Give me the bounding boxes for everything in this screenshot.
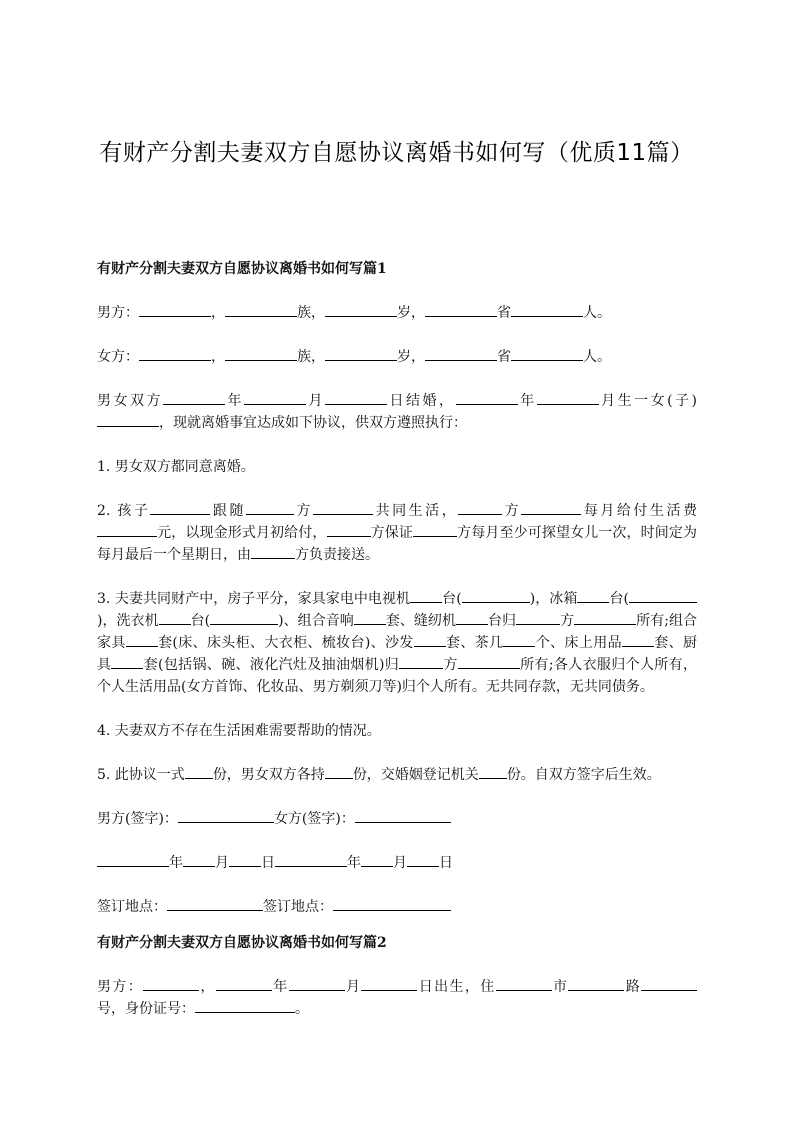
blank [577,588,609,603]
blank [458,500,502,515]
blank [414,632,446,647]
blank [216,976,272,991]
blank [183,852,215,867]
blank [641,976,697,991]
text-fragment: 签订地点： [97,899,167,915]
blank [210,610,278,625]
text-fragment: )、组合音响 [278,613,354,629]
text-fragment: )，冰箱 [529,591,578,607]
blank [479,764,507,779]
text-fragment: 男女双方 [97,393,164,409]
text-fragment: ， [211,305,225,321]
blank [327,522,371,537]
blank [289,976,345,991]
text-fragment: 方 [443,657,458,673]
text-fragment: 所有;组合家具 [97,613,698,651]
text-fragment: ， [211,349,225,365]
text-fragment: 套、茶几 [445,635,504,651]
blank [325,390,387,405]
blank [97,852,169,867]
blank [143,976,199,991]
blank [139,346,211,361]
text-fragment: 方负责接送。 [295,547,379,563]
blank [275,852,347,867]
text-fragment: 份，交婚姻登记机关 [352,767,479,783]
text-fragment: 月 [393,855,407,871]
blank [425,346,497,361]
text-fragment: 月生一女(子) [598,393,698,409]
blank [496,976,552,991]
blank [126,632,158,647]
blank [354,610,386,625]
blank [622,632,654,647]
blank [574,610,636,625]
blank [511,346,583,361]
blank [511,302,583,317]
section-heading: 有财产分割夫妻双方自愿协议离婚书如何写篇2 [97,935,387,951]
blank [458,654,520,669]
blank [399,654,443,669]
item-1: 1. 男女双方都同意离婚。 [97,459,255,475]
blank [185,764,213,779]
text-fragment: 年 [271,979,289,995]
text-fragment: 台( [442,591,462,607]
marriage-paragraph [97,390,697,434]
blank [361,976,417,991]
text-fragment: 每月给付生活费 [581,503,698,519]
blank [97,412,159,427]
text-fragment: 岁， [397,305,425,321]
text-fragment: 套(床、床头柜、大衣柜、梳妆台)、沙发 [157,635,414,651]
text-fragment: 份，男女双方各持 [212,767,325,783]
text-fragment: 共同生活， [373,503,459,519]
text-fragment: 方每月至少可探望女儿一次，时间定为每月最后一个星期日，由 [97,525,698,563]
text-fragment: )，洗衣机 [97,613,159,629]
male-info-line [97,302,697,324]
blank [361,852,393,867]
text-fragment: 所有;各人衣服归个人所有，个人生活用品(女方首饰、化妆品、男方剃须刀等)归个人所有。无共同存款，无共同债务。 [97,657,697,695]
blank [111,654,143,669]
female-info-line [97,346,697,368]
blank [568,976,624,991]
text-fragment: 。 [295,1001,309,1017]
blank [325,764,353,779]
blank [410,588,442,603]
text-fragment: 年 [225,393,245,409]
blank [521,500,581,515]
text-fragment: 人。 [583,349,611,365]
blank [229,852,261,867]
text-fragment: 月 [306,393,326,409]
text-fragment: 族， [297,305,325,321]
text-fragment: 个、床上用品 [535,635,622,651]
text-fragment: 5. 此协议一式 [97,767,185,783]
female-signature-label: 女方(签字)： [273,811,355,827]
female-label: 女方： [97,349,139,365]
blank [407,852,439,867]
text-fragment: 月 [344,979,362,995]
text-fragment: 3. 夫妻共同财产中，房子平分，家具家电中电视机 [97,591,411,607]
signature-line [97,808,697,830]
blank [456,610,488,625]
text-fragment: 跟随 [210,503,246,519]
text-fragment: 岁， [397,349,425,365]
blank [225,346,297,361]
blank [325,302,397,317]
text-fragment: 套、缝纫机 [385,613,456,629]
text-fragment: 方保证 [370,525,414,541]
blank [537,390,599,405]
text-fragment: 日 [439,855,453,871]
blank [313,500,373,515]
text-fragment: 签订地点： [263,899,333,915]
blank [195,998,295,1013]
text-fragment: 份。自双方签字后生效。 [506,767,661,783]
text-fragment: 月 [215,855,229,871]
text-fragment: 年 [169,855,183,871]
document-body [97,258,697,1020]
text-fragment: 方 [502,503,522,519]
text-fragment: 年 [347,855,361,871]
text-fragment: 方 [294,503,314,519]
blank [462,588,530,603]
text-fragment: 台归 [488,613,517,629]
blank [251,544,295,559]
blank [163,390,225,405]
place-line [97,896,697,918]
text-fragment: 台( [609,591,630,607]
blank [456,390,518,405]
text-fragment: 台( [190,613,211,629]
male-label: 男方： [97,305,139,321]
text-fragment: 方 [560,613,575,629]
text-fragment: 族， [297,349,325,365]
text-fragment: 2. 孩子 [97,503,151,519]
blank [413,522,457,537]
section-heading: 有财产分割夫妻双方自愿协议离婚书如何写篇1 [97,261,387,277]
text-fragment: 日 [261,855,275,871]
text-fragment: 年 [517,393,537,409]
date-line [97,852,697,874]
text-fragment: ， [199,979,216,995]
text-fragment: ，现就离婚事宜达成如下协议，供双方遵照执行： [159,415,467,431]
blank [244,390,306,405]
male-signature-label: 男方(签字)： [97,811,178,827]
text-fragment: 省 [497,349,511,365]
text-fragment: 市 [551,979,569,995]
text-fragment: 套、厨具 [97,635,698,673]
text-fragment: 套(包括锅、碗、液化汽灶及抽油烟机)归 [143,657,400,673]
blank [139,302,211,317]
blank [516,610,560,625]
blank [425,302,497,317]
item-3 [97,588,697,698]
male-signature-blank [178,808,274,823]
text-fragment: 日出生，住 [417,979,496,995]
blank [225,302,297,317]
document-title: 有财产分割夫妻双方自愿协议离婚书如何写（优质11篇） [99,140,694,166]
blank [325,346,397,361]
text-fragment: 路 [624,979,642,995]
text-fragment: 省 [497,305,511,321]
text-fragment: 元，以现金形式月初给付， [157,525,327,541]
blank [167,896,263,911]
blank [246,500,294,515]
blank [150,500,210,515]
blank [629,588,697,603]
item-5 [97,764,697,786]
text-fragment: 号，身份证号： [97,1001,195,1017]
female-signature-blank [355,808,451,823]
text-fragment: 男方： [97,979,144,995]
blank [503,632,535,647]
blank [97,522,157,537]
text-fragment: 人。 [583,305,611,321]
item-4: 4. 夫妻双方不存在生活困难需要帮助的情况。 [97,723,381,739]
text-fragment: 日结婚， [387,393,456,409]
blank [159,610,191,625]
section2-male-line [97,976,697,1020]
blank [333,896,451,911]
item-2 [97,500,697,566]
